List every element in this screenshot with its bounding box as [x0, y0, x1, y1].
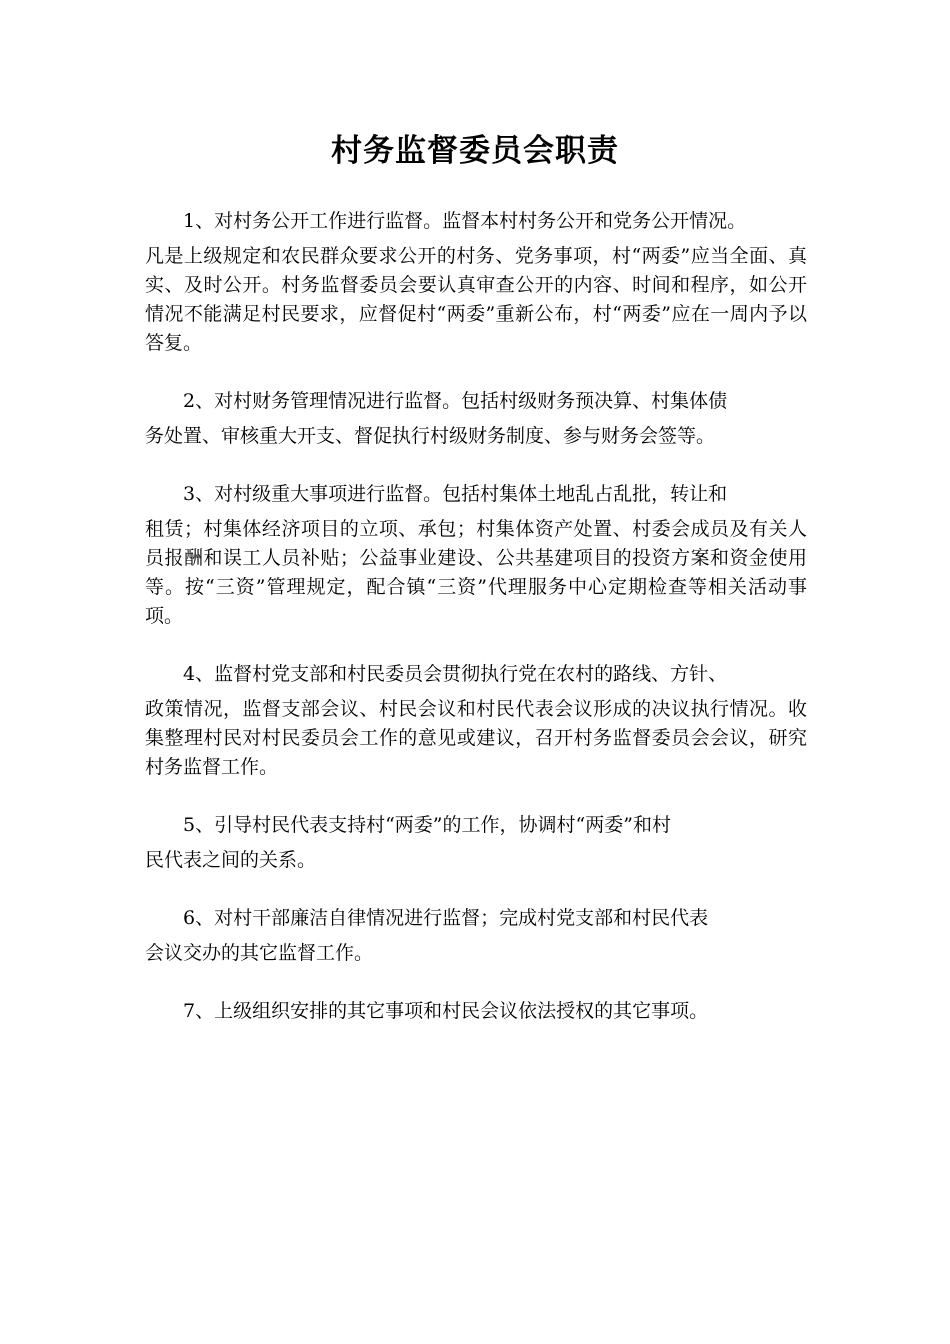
paragraph-5-first-line: 5、引导村民代表支持村“两委”的工作，协调村“两委”和村 — [183, 814, 671, 836]
paragraph-5-rest: 民代表之间的关系。 — [145, 849, 317, 871]
paragraph-6-first-line: 6、对村干部廉洁自律情况进行监督；完成村党支部和村民代表 — [183, 907, 709, 929]
paragraph-5 — [145, 804, 807, 875]
paragraph-4-first-line: 4、监督村党支部和村民委员会贯彻执行党在农村的路线、方针、 — [183, 663, 728, 685]
paragraph-7-first-line: 7、上级组织安排的其它事项和村民会议依法授权的其它事项。 — [183, 1000, 709, 1022]
paragraph-7 — [145, 990, 807, 1032]
document-title: 村务监督委员会职责 — [331, 133, 619, 169]
paragraph-2-rest: 务处置、审核重大开支、督促执行村级财务制度、参与财务会签等。 — [145, 425, 716, 447]
document-body — [145, 200, 807, 1032]
paragraph-4-rest: 政策情况，监督支部会议、村民会议和村民代表会议形成的决议执行情况。收集整理村民对村民委员会工作的意见或建议，召开村务监督委员会会议，研究村务监督工作。 — [145, 698, 807, 778]
paragraph-6 — [145, 897, 807, 968]
paragraph-4 — [145, 653, 807, 782]
paragraph-2 — [145, 380, 807, 451]
paragraph-3-rest: 租赁；村集体经济项目的立项、承包；村集体资产处置、村委会成员及有关人员报酬和误工人员补贴；公益事业建设、公共基建项目的投资方案和资金使用等。按“三资”管理规定，配合镇“三资”代理服务中心定期检查等相关活动事项。 — [145, 518, 807, 627]
paragraph-3 — [145, 473, 807, 631]
paragraph-2-first-line: 2、对村财务管理情况进行监督。包括村级财务预决算、村集体债 — [183, 390, 728, 412]
paragraph-1-rest: 凡是上级规定和农民群众要求公开的村务、党务事项，村“两委”应当全面、真实、及时公开。村务监督委员会要认真审查公开的内容、时间和程序，如公开情况不能满足村民要求，应督促村“两委”重新公布，村“两委”应在一周内予以答复。 — [145, 245, 807, 354]
paragraph-1-first-line: 1、对村务公开工作进行监督。监督本村村务公开和党务公开情况。 — [183, 210, 747, 232]
paragraph-3-first-line: 3、对村级重大事项进行监督。包括村集体土地乱占乱批，转让和 — [183, 483, 728, 505]
paragraph-1 — [145, 200, 807, 358]
paragraph-6-rest: 会议交办的其它监督工作。 — [145, 942, 374, 964]
